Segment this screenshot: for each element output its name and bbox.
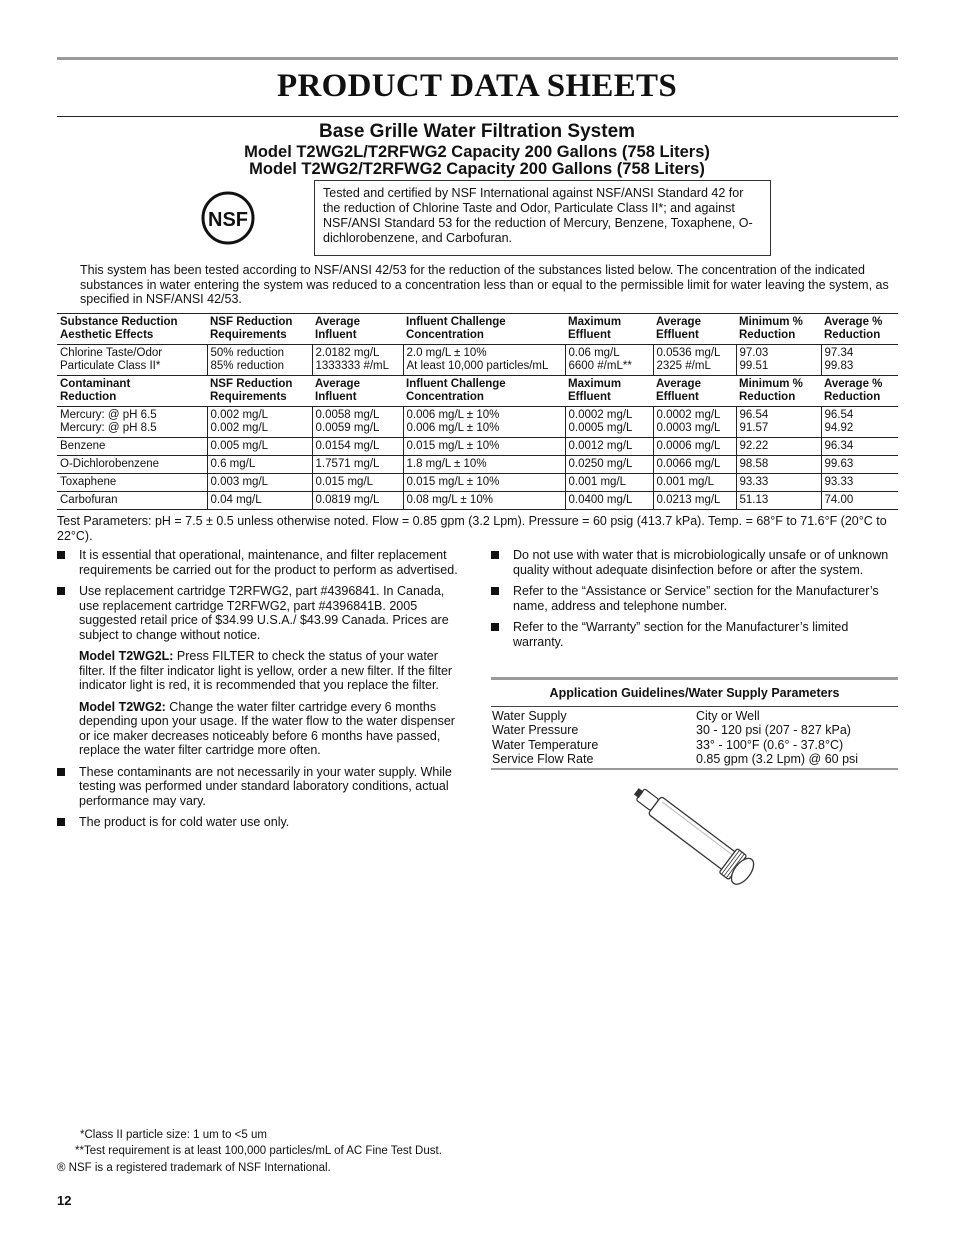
nsf-logo-icon [201,191,255,245]
guidelines-bottom-rule [491,768,898,770]
top-rule [57,57,898,60]
table-row: Water Temperature 33° - 100°F (0.6° - 37.8°C) [492,737,844,752]
table-row [57,407,898,438]
list-item: Use replacement cartridge T2RFWG2, part #4396841. In Canada, use replacement cartridge T2RFWG2, part #4396841B. 2005 suggested retail price of $34.99 U.S.A./ $43.99 Canada. Prices are subject to change without notice. [57,584,462,642]
table-cell: Benzene [57,438,207,456]
right-column [491,548,898,656]
table-cell: 0.0006 mg/L [653,438,736,456]
table-cell: 51.13 [736,492,821,510]
table-cell: 50% reduction 85% reduction [207,345,312,376]
table-cell: 0.003 mg/L [207,474,312,492]
certification-box [314,180,771,256]
table-cell: 0.0536 mg/L 2325 #/mL [653,345,736,376]
guidelines-table [491,709,898,767]
list-item: Refer to the “Assistance or Service” section for the Manufacturer’s name, address and telephone number. [491,584,898,613]
table-cell: 0.0012 mg/L [565,438,653,456]
table-cell: 1.8 mg/L ± 10% [403,456,565,474]
table-header-cell: Average % Reduction [821,314,898,345]
table-cell: 98.58 [736,456,821,474]
table-cell: 2.0 mg/L ± 10% At least 10,000 particles/mL [403,345,565,376]
table-cell: 0.0058 mg/L 0.0059 mg/L [312,407,403,438]
table-cell: 0.005 mg/L [207,438,312,456]
table-cell: 96.34 [821,438,898,456]
table-header-cell: Maximum Effluent [565,376,653,407]
table-cell: 74.00 [821,492,898,510]
filter-cartridge-icon [616,780,776,900]
table-cell: 0.0819 mg/L [312,492,403,510]
bullet-square-icon [57,768,65,776]
certification-text: Tested and certified by NSF International against NSF/ANSI Standard 42 for the reduction of Chlorine Taste and Odor, Particulate Class II*; and against NSF/ANSI Standard 53 for the reduction of Mercury, Benzene, Toxaphene, O-dichlorobenzene, and Carbofuran. [323,186,753,245]
table-cell: 0.0002 mg/L 0.0003 mg/L [653,407,736,438]
table-cell: 97.34 99.83 [821,345,898,376]
table-cell: 0.0400 mg/L [565,492,653,510]
table-header-cell: Average Effluent [653,376,736,407]
table-cell: O-Dichlorobenzene [57,456,207,474]
table-cell: 0.0002 mg/L 0.0005 mg/L [565,407,653,438]
model-t2wg2-note: Model T2WG2: Change the water filter cartridge every 6 months depending upon your usage. If the water flow to the water dispenser or ice maker decreases noticeably before 6 months have passed, replace the water filter cartridge more often. [79,699,455,757]
table-cell: 0.001 mg/L [653,474,736,492]
bullet-square-icon [57,818,65,826]
table-header-cell: Average % Reduction [821,376,898,407]
table-cell: Mercury: @ pH 6.5 Mercury: @ pH 8.5 [57,407,207,438]
table-cell: 0.08 mg/L ± 10% [403,492,565,510]
table-cell: 0.015 mg/L ± 10% [403,438,565,456]
table-header-cell: Average Influent [312,376,403,407]
table-header-cell: NSF Reduction Requirements [207,314,312,345]
model-line-2: Model T2WG2/T2RFWG2 Capacity 200 Gallons (758 Liters) [249,160,705,178]
table-header-cell: Minimum % Reduction [736,376,821,407]
table-row: Service Flow Rate 0.85 gpm (3.2 Lpm) @ 60 psi [492,752,859,766]
footnote-trademark: ® NSF is a registered trademark of NSF International. [57,1162,331,1174]
list-item: It is essential that operational, maintenance, and filter replacement requirements be carried out for the product to perform as advertised. [57,548,462,577]
table-header-cell: Maximum Effluent [565,314,653,345]
table-header-cell: Minimum % Reduction [736,314,821,345]
table-header-cell: NSF Reduction Requirements [207,376,312,407]
bullet-square-icon [491,587,499,595]
bullet-square-icon [491,551,499,559]
bullet-square-icon [491,623,499,631]
list-item: These contaminants are not necessarily in your water supply. While testing was performed under standard laboratory conditions, actual performance may vary. [57,765,462,809]
table-cell: 93.33 [821,474,898,492]
table-cell: Chlorine Taste/Odor Particulate Class II* [57,345,207,376]
footnote-test-requirement: **Test requirement is at least 100,000 particles/mL of AC Fine Test Dust. [75,1145,442,1157]
test-parameters: Test Parameters: pH = 7.5 ± 0.5 unless otherwise noted. Flow = 0.85 gpm (3.2 Lpm). Pressure = 60 psig (413.7 kPa). Temp. = 68°F to 71.6°F (20°C to 22°C). [57,514,887,543]
table-row [57,474,898,492]
table-cell: 2.0182 mg/L 1333333 #/mL [312,345,403,376]
table-cell: 0.002 mg/L 0.002 mg/L [207,407,312,438]
table-cell: 0.0066 mg/L [653,456,736,474]
table-row [57,492,898,510]
table-header-cell: Contaminant Reduction [57,376,207,407]
table-cell: 0.06 mg/L 6600 #/mL** [565,345,653,376]
table-header-row [57,376,898,407]
list-item: Refer to the “Warranty” section for the Manufacturer’s limited warranty. [491,620,898,649]
table-row: Water Supply City or Well [492,708,760,723]
table-cell: 96.54 91.57 [736,407,821,438]
table-header-cell: Influent Challenge Concentration [403,376,565,407]
table-header-cell: Influent Challenge Concentration [403,314,565,345]
table-cell: 97.03 99.51 [736,345,821,376]
table-cell: 0.001 mg/L [565,474,653,492]
table-cell: 99.63 [821,456,898,474]
guidelines-title: Application Guidelines/Water Supply Parameters [491,680,898,707]
model-line-1: Model T2WG2L/T2RFWG2 Capacity 200 Gallons (758 Liters) [244,143,710,161]
table-row: Water Pressure 30 - 120 psi (207 - 827 kPa) [492,723,851,737]
table-cell: 0.015 mg/L ± 10% [403,474,565,492]
table-header-cell: Substance Reduction Aesthetic Effects [57,314,207,345]
table-cell: Toxaphene [57,474,207,492]
table-cell: 96.54 94.92 [821,407,898,438]
model-t2wg2l-note: Model T2WG2L: Press FILTER to check the status of your water filter. If the filter indicator light is yellow, order a new filter. If the filter indicator light is red, it is recommended that you replace the filter. [79,649,453,692]
intro-paragraph: This system has been tested according to NSF/ANSI 42/53 for the reduction of the substances listed below. The concentration of the indicated substances in water entering the system was reduced to a concentration less than or equal to the permissible limit for water leaving the system, as specified in NSF/ANSI 42/53. [80,263,889,306]
nsf-logo-text: NSF [208,209,248,231]
bullet-square-icon [57,587,65,595]
table-row [57,456,898,474]
page-number: 12 [57,1193,72,1208]
table-cell: 0.04 mg/L [207,492,312,510]
list-item: The product is for cold water use only. [57,815,462,830]
table-cell: 92.22 [736,438,821,456]
table-cell: 0.006 mg/L ± 10% 0.006 mg/L ± 10% [403,407,565,438]
table-cell: 1.7571 mg/L [312,456,403,474]
footnote-class-ii: *Class II particle size: 1 um to <5 um [80,1129,267,1141]
table-row [57,438,898,456]
table-header-cell: Average Effluent [653,314,736,345]
left-column [57,548,462,837]
table-cell: 0.0250 mg/L [565,456,653,474]
table-cell: Carbofuran [57,492,207,510]
table-row [57,345,898,376]
application-guidelines [491,677,898,770]
section-subtitle: Base Grille Water Filtration System [318,121,636,142]
table-cell: 0.0213 mg/L [653,492,736,510]
table-header-row [57,314,898,345]
table-cell: 0.015 mg/L [312,474,403,492]
table-header-cell: Average Influent [312,314,403,345]
table-cell: 0.0154 mg/L [312,438,403,456]
page-title: PRODUCT DATA SHEETS [277,68,677,104]
table-cell: 0.6 mg/L [207,456,312,474]
list-item: Do not use with water that is microbiologically unsafe or of unknown quality without adequate disinfection before or after the system. [491,548,898,577]
performance-data-table [57,313,898,510]
title-rule [57,116,898,117]
bullet-square-icon [57,551,65,559]
table-cell: 93.33 [736,474,821,492]
